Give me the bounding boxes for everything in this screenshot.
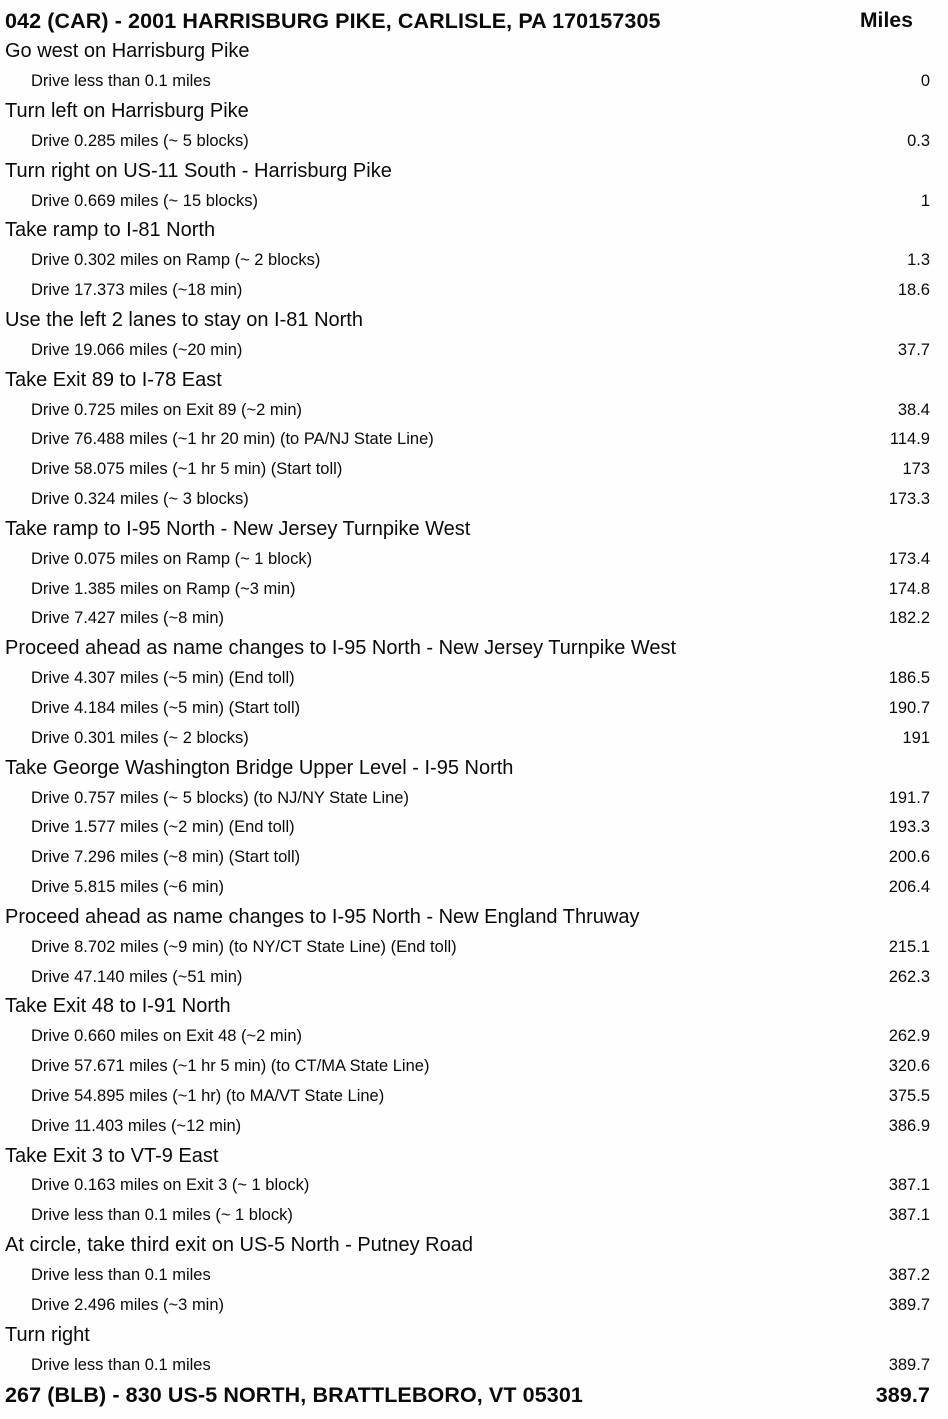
drive-leg-row (0, 694, 948, 724)
drive-leg-row (0, 932, 948, 962)
leg-description: Drive 0.324 miles (~ 3 blocks) (31, 490, 249, 509)
cumulative-miles-value: 38.4 (897, 400, 930, 419)
leg-description: Drive 7.296 miles (~8 min) (Start toll) (31, 848, 301, 867)
instruction-text: Take Exit 48 to I-91 North (5, 995, 231, 1018)
step-instruction-row (0, 97, 948, 127)
cumulative-miles-value: 262.9 (888, 1027, 930, 1046)
instruction-text: Proceed ahead as name changes to I-95 North - New Jersey Turnpike West (5, 637, 677, 660)
leg-description: Drive 0.660 miles on Exit 48 (~2 min) (31, 1027, 302, 1046)
instruction-text: Turn right (5, 1323, 90, 1346)
step-instruction-row (0, 306, 948, 336)
drive-leg-row (0, 1171, 948, 1201)
miles-column-header: Miles (859, 9, 913, 32)
leg-description: Drive 17.373 miles (~18 min) (31, 281, 243, 300)
step-instruction-row (0, 1231, 948, 1261)
leg-description: Drive 57.671 miles (~1 hr 5 min) (to CT/MA State Line) (31, 1057, 430, 1076)
leg-description: Drive 76.488 miles (~1 hr 20 min) (to PA/NJ State Line) (31, 430, 434, 449)
cumulative-miles-value: 0.3 (907, 131, 930, 150)
step-instruction-row (0, 515, 948, 545)
drive-leg-row (0, 485, 948, 515)
drive-leg-row (0, 1201, 948, 1231)
step-instruction-row (0, 753, 948, 783)
leg-description: Drive 0.302 miles on Ramp (~ 2 blocks) (31, 251, 321, 270)
cumulative-miles-value: 387.1 (888, 1206, 930, 1225)
cumulative-miles-value: 173.4 (888, 549, 930, 568)
drive-leg-row (0, 843, 948, 873)
cumulative-miles-value: 262.3 (888, 967, 930, 986)
leg-description: Drive 4.184 miles (~5 min) (Start toll) (31, 698, 301, 717)
cumulative-miles-value: 389.7 (888, 1355, 930, 1374)
drive-leg-row (0, 425, 948, 455)
cumulative-miles-value: 200.6 (888, 848, 930, 867)
leg-description: Drive 0.285 miles (~ 5 blocks) (31, 131, 249, 150)
instruction-text: Go west on Harrisburg Pike (5, 40, 250, 63)
drive-leg-row (0, 1350, 948, 1380)
drive-leg-row (0, 783, 948, 813)
instruction-text: Take Exit 89 to I-78 East (5, 368, 222, 391)
cumulative-miles-value: 191.7 (888, 788, 930, 807)
cumulative-miles-value: 114.9 (889, 430, 930, 449)
instruction-text: At circle, take third exit on US-5 North - Putney Road (5, 1234, 473, 1257)
leg-description: Drive 0.725 miles on Exit 89 (~2 min) (31, 400, 302, 419)
leg-description: Drive 0.669 miles (~ 15 blocks) (31, 191, 258, 210)
drive-leg-row (0, 335, 948, 365)
leg-description: Drive 4.307 miles (~5 min) (End toll) (31, 669, 295, 688)
leg-description: Drive 47.140 miles (~51 min) (31, 967, 243, 986)
drive-leg-row (0, 1111, 948, 1141)
drive-leg-row (0, 1052, 948, 1082)
drive-leg-row (0, 1290, 948, 1320)
drive-leg-row (0, 1261, 948, 1291)
cumulative-miles-value: 386.9 (888, 1116, 930, 1135)
step-instruction-row (0, 634, 948, 664)
leg-description: Drive 58.075 miles (~1 hr 5 min) (Start toll) (31, 460, 343, 479)
cumulative-miles-value: 174.8 (888, 579, 930, 598)
step-instruction-row (0, 365, 948, 395)
steps-list (0, 37, 948, 1380)
cumulative-miles-value: 0 (920, 72, 930, 91)
step-instruction-row (0, 902, 948, 932)
route-destination-footer (0, 1380, 948, 1412)
cumulative-miles-value: 375.5 (888, 1086, 930, 1105)
instruction-text: Take Exit 3 to VT-9 East (5, 1144, 219, 1167)
instruction-text: Take George Washington Bridge Upper Level - I-95 North (5, 756, 514, 779)
cumulative-miles-value: 182.2 (888, 609, 930, 628)
destination-total-miles: 389.7 (875, 1383, 930, 1408)
route-origin-header (0, 5, 948, 37)
step-instruction-row (0, 1320, 948, 1350)
cumulative-miles-value: 206.4 (888, 878, 930, 897)
cumulative-miles-value: 186.5 (888, 669, 930, 688)
cumulative-miles-value: 320.6 (888, 1057, 930, 1076)
cumulative-miles-value: 191 (902, 728, 930, 747)
leg-description: Drive 5.815 miles (~6 min) (31, 878, 225, 897)
leg-description: Drive 54.895 miles (~1 hr) (to MA/VT State Line) (31, 1086, 385, 1105)
leg-description: Drive 0.075 miles on Ramp (~ 1 block) (31, 549, 313, 568)
leg-description: Drive less than 0.1 miles (31, 72, 211, 91)
step-instruction-row (0, 1141, 948, 1171)
leg-description: Drive 19.066 miles (~20 min) (31, 340, 243, 359)
drive-leg-row (0, 455, 948, 485)
drive-leg-row (0, 186, 948, 216)
leg-description: Drive less than 0.1 miles (~ 1 block) (31, 1206, 293, 1225)
leg-description: Drive 2.496 miles (~3 min) (31, 1295, 225, 1314)
cumulative-miles-value: 1.3 (907, 251, 930, 270)
drive-leg-row (0, 962, 948, 992)
cumulative-miles-value: 37.7 (897, 340, 930, 359)
step-instruction-row (0, 37, 948, 67)
instruction-text: Take ramp to I-81 North (5, 219, 216, 242)
step-instruction-row (0, 156, 948, 186)
leg-description: Drive 8.702 miles (~9 min) (to NY/CT State Line) (End toll) (31, 937, 457, 956)
instruction-text: Turn left on Harrisburg Pike (5, 100, 249, 123)
leg-description: Drive 7.427 miles (~8 min) (31, 609, 225, 628)
cumulative-miles-value: 18.6 (897, 281, 930, 300)
drive-leg-row (0, 544, 948, 574)
cumulative-miles-value: 1 (920, 191, 930, 210)
step-instruction-row (0, 216, 948, 246)
instruction-text: Turn right on US-11 South - Harrisburg Pike (5, 159, 392, 182)
instruction-text: Take ramp to I-95 North - New Jersey Turnpike West (5, 517, 471, 540)
step-instruction-row (0, 992, 948, 1022)
instruction-text: Proceed ahead as name changes to I-95 North - New England Thruway (5, 905, 640, 928)
cumulative-miles-value: 193.3 (888, 818, 930, 837)
leg-description: Drive 0.301 miles (~ 2 blocks) (31, 728, 249, 747)
leg-description: Drive 0.163 miles on Exit 3 (~ 1 block) (31, 1176, 310, 1195)
drive-leg-row (0, 574, 948, 604)
drive-leg-row (0, 1082, 948, 1112)
drive-leg-row (0, 813, 948, 843)
leg-description: Drive 0.757 miles (~ 5 blocks) (to NJ/NY State Line) (31, 788, 409, 807)
drive-leg-row (0, 604, 948, 634)
cumulative-miles-value: 387.2 (888, 1266, 930, 1285)
instruction-text: Use the left 2 lanes to stay on I-81 North (5, 309, 363, 332)
leg-description: Drive 11.403 miles (~12 min) (31, 1116, 242, 1135)
drive-leg-row (0, 873, 948, 903)
drive-leg-row (0, 276, 948, 306)
drive-leg-row (0, 723, 948, 753)
cumulative-miles-value: 173 (902, 460, 930, 479)
drive-leg-row (0, 127, 948, 157)
drive-leg-row (0, 395, 948, 425)
drive-leg-row (0, 1022, 948, 1052)
leg-description: Drive less than 0.1 miles (31, 1355, 211, 1374)
cumulative-miles-value: 215.1 (888, 937, 930, 956)
cumulative-miles-value: 173.3 (888, 490, 930, 509)
cumulative-miles-value: 387.1 (888, 1176, 930, 1195)
drive-leg-row (0, 664, 948, 694)
leg-description: Drive less than 0.1 miles (31, 1266, 211, 1285)
cumulative-miles-value: 389.7 (888, 1295, 930, 1314)
drive-leg-row (0, 67, 948, 97)
leg-description: Drive 1.385 miles on Ramp (~3 min) (31, 579, 296, 598)
origin-title: 042 (CAR) - 2001 HARRISBURG PIKE, CARLISLE, PA 170157305 (5, 8, 661, 33)
drive-leg-row (0, 246, 948, 276)
leg-description: Drive 1.577 miles (~2 min) (End toll) (31, 818, 295, 837)
cumulative-miles-value: 190.7 (888, 698, 930, 717)
destination-title: 267 (BLB) - 830 US-5 NORTH, BRATTLEBORO, VT 05301 (5, 1383, 583, 1408)
